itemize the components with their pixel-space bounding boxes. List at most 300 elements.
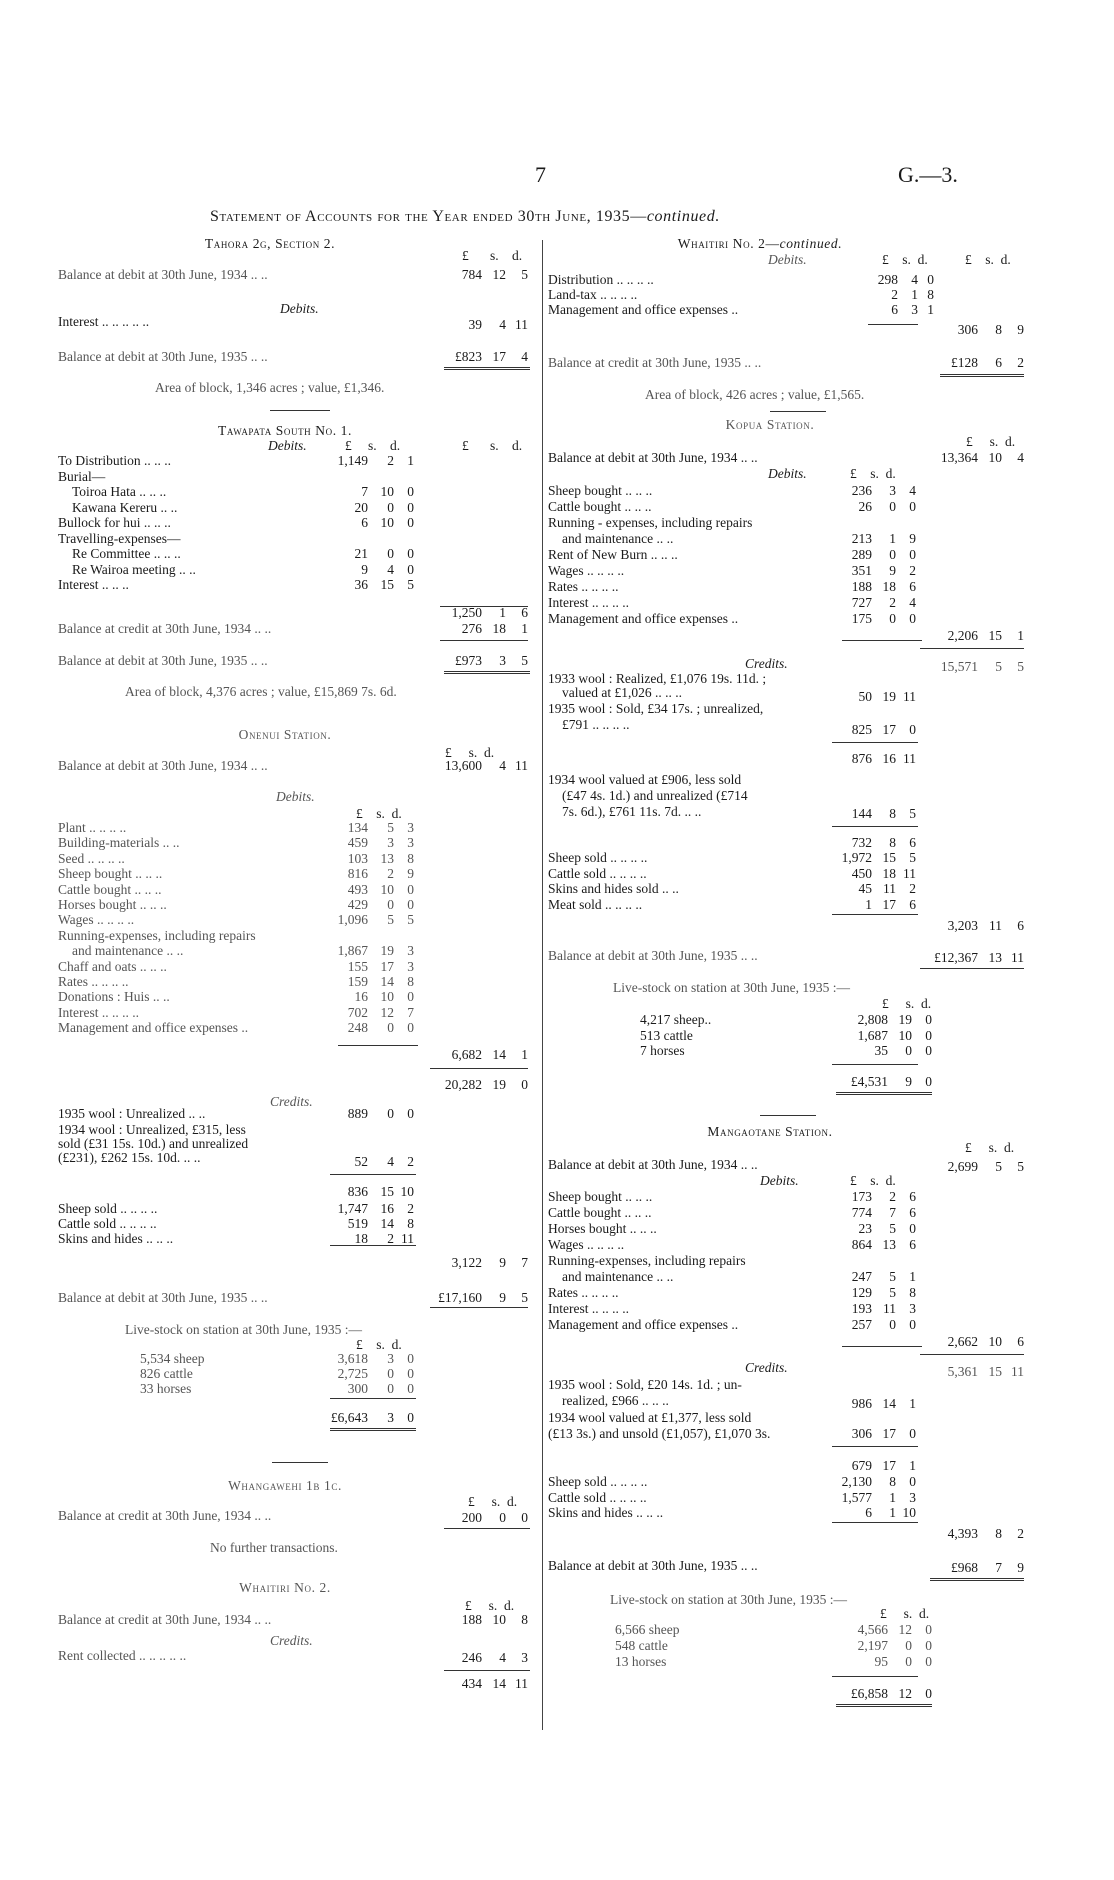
- debit-row-label: Rates .. .. .. ..: [58, 974, 129, 989]
- amount-pence: 6: [521, 605, 528, 620]
- currency-header: £ s. d.: [356, 806, 402, 821]
- amount-pounds: 20,282: [444, 1077, 482, 1092]
- sales-row-label: Skins and hides sold .. ..: [548, 881, 679, 896]
- amount-pounds: 257: [851, 1317, 872, 1332]
- amount-pounds: 39: [468, 317, 482, 332]
- currency-header: £ s. d.: [850, 1173, 896, 1188]
- credit-line: realized, £966 .. .. ..: [562, 1393, 669, 1408]
- amount-shillings: 2: [387, 1231, 394, 1246]
- debit-row-label: Distribution .. .. .. ..: [548, 272, 654, 287]
- debit-row-label: Sheep bought .. .. ..: [58, 866, 163, 882]
- amount-pence: 1: [927, 302, 934, 317]
- amount-pence: 11: [515, 1676, 528, 1691]
- credit-line: 7s. 6d.), £761 11s. 7d. .. ..: [562, 804, 702, 819]
- rule: [832, 1446, 918, 1447]
- amount-shillings: 1: [889, 531, 896, 546]
- rule: [330, 1245, 416, 1246]
- amount-pounds: 20: [354, 499, 368, 515]
- rule: [832, 1522, 918, 1523]
- amount-pence: 5: [909, 806, 916, 821]
- amount-pence: 8: [521, 1612, 528, 1627]
- amount-pounds: £823: [455, 349, 482, 364]
- amount-pounds: 6: [361, 515, 368, 530]
- amount-pounds: 6: [865, 1505, 872, 1520]
- amount-pounds: 21: [354, 546, 368, 561]
- credit-balance-label: Balance at credit at 30th June, 1934 .. ..: [58, 1508, 272, 1523]
- amount-shillings: 0: [889, 611, 896, 626]
- amount-shillings: 5: [889, 1285, 896, 1300]
- currency-header: £ s. d.: [965, 1140, 1015, 1155]
- credit-balance-label: Balance at credit at 30th June, 1934 .. ..: [58, 621, 272, 636]
- credit-line: £791 .. .. .. ..: [562, 717, 630, 732]
- amount-pounds: 2,699: [947, 1159, 978, 1174]
- livestock-heading: Live-stock on station at 30th June, 1935 :—: [125, 1322, 362, 1337]
- debit-row-label: Interest .. .. .. ..: [58, 1004, 139, 1020]
- amount-pounds: 864: [851, 1237, 872, 1252]
- debit-row-label: Kawana Kereru .. ..: [72, 499, 178, 515]
- amount-pounds: 23: [858, 1221, 872, 1236]
- amount-pence: 5: [521, 1290, 528, 1305]
- rule: [444, 1528, 530, 1529]
- amount-pence: 2: [1017, 355, 1024, 370]
- amount-shillings: 18: [882, 865, 896, 881]
- amount-pence: 8: [407, 1216, 414, 1231]
- debit-row-label: Travelling-expenses—: [58, 530, 181, 546]
- amount-pence: 0: [925, 1027, 932, 1043]
- closing-balance-label: Balance at debit at 30th June, 1935 .. ..: [58, 349, 268, 364]
- amount-pence: 6: [909, 896, 916, 912]
- amount-pence: 2: [407, 1201, 414, 1216]
- debit-row-label: Toiroa Hata .. .. ..: [72, 484, 167, 499]
- amount-pence: 0: [909, 499, 916, 514]
- amount-pence: 1: [909, 1458, 916, 1473]
- amount-pence: 10: [902, 1505, 916, 1520]
- currency-header: £ s. d.: [882, 252, 928, 267]
- amount-pounds: 35: [874, 1043, 888, 1058]
- debit-row-label: Seed .. .. .. ..: [58, 850, 125, 866]
- amount-pounds: 732: [851, 835, 872, 850]
- amount-pounds: 173: [851, 1189, 872, 1204]
- amount-pounds: 18: [354, 1231, 368, 1246]
- amount-pence: 4: [909, 483, 916, 498]
- amount-shillings: 19: [492, 1077, 506, 1092]
- amount-pence: 0: [909, 722, 916, 737]
- amount-shillings: 10: [898, 1027, 912, 1043]
- amount-pence: 0: [925, 1012, 932, 1027]
- amount-shillings: 19: [380, 943, 394, 959]
- rule: [832, 1676, 918, 1677]
- debit-row-label: Cattle bought .. .. ..: [548, 1205, 652, 1220]
- amount-pence: 0: [407, 989, 414, 1005]
- amount-pence: 3: [407, 820, 414, 835]
- amount-shillings: 6: [995, 355, 1002, 370]
- amount-pence: 2: [909, 881, 916, 896]
- amount-pounds: £128: [951, 355, 978, 370]
- debits-heading: Debits.: [280, 301, 319, 316]
- amount-pence: 5: [521, 267, 528, 282]
- amount-pounds: 15,571: [940, 659, 978, 674]
- amount-shillings: 5: [995, 1159, 1002, 1174]
- amount-shillings: 11: [883, 1301, 896, 1316]
- credit-line: 1933 wool : Realized, £1,076 19s. 11d. ;: [548, 671, 767, 686]
- amount-shillings: 0: [387, 546, 394, 561]
- amount-shillings: 2: [387, 866, 394, 882]
- amount-pounds: 2,197: [857, 1638, 888, 1653]
- amount-pence: 3: [909, 1301, 916, 1316]
- credit-line: 1935 wool : Sold, £34 17s. ; unrealized,: [548, 701, 764, 716]
- amount-pounds: 129: [851, 1285, 872, 1300]
- amount-pence: 0: [927, 272, 934, 287]
- amount-pence: 0: [407, 1351, 414, 1366]
- amount-shillings: 1: [889, 1489, 896, 1505]
- amount-shillings: 17: [882, 722, 896, 737]
- section-title: Kopua Station.: [725, 417, 815, 432]
- amount-pence: 0: [925, 1074, 932, 1089]
- subtotal-rule: [338, 1045, 418, 1046]
- amount-pounds: 155: [347, 958, 368, 974]
- column-divider: [542, 240, 543, 1730]
- document-reference: G.—3.: [898, 162, 958, 187]
- amount-shillings: 0: [889, 1317, 896, 1332]
- amount-pounds: 429: [347, 897, 368, 912]
- sales-row-label: Sheep sold .. .. .. ..: [548, 1474, 648, 1489]
- debit-row-label: Rent of New Burn .. .. ..: [548, 547, 678, 562]
- amount-shillings: 11: [883, 881, 896, 896]
- section-title-main: Whaitiri No. 2—: [677, 236, 780, 251]
- amount-pence: 0: [407, 515, 414, 530]
- rule: [430, 1307, 528, 1308]
- rule: [330, 1174, 416, 1175]
- amount-shillings: 4: [387, 561, 394, 577]
- interest-label: Interest .. .. .. .. ..: [58, 314, 150, 329]
- subtotal-rule: [842, 640, 922, 641]
- debit-row-label: and maintenance .. ..: [562, 1269, 674, 1284]
- livestock-row-label: 513 cattle: [640, 1027, 693, 1043]
- credit-line: 1934 wool valued at £1,377, less sold: [548, 1410, 752, 1425]
- amount-shillings: 3: [387, 1410, 394, 1425]
- amount-shillings: 11: [989, 918, 1002, 933]
- amount-pounds: 246: [461, 1650, 482, 1665]
- amount-shillings: 10: [492, 1612, 506, 1627]
- debit-row-label: Running-expenses, including repairs: [58, 927, 256, 943]
- amount-pounds: 103: [347, 850, 368, 866]
- subtotal-rule: [868, 324, 918, 325]
- section-title: Whaitiri No. 2.: [239, 1580, 331, 1595]
- currency-header: £: [462, 438, 469, 453]
- debits-heading: Debits.: [768, 466, 807, 481]
- amount-shillings: 17: [882, 896, 896, 912]
- closing-balance-label: Balance at credit at 30th June, 1935 .. ..: [548, 355, 762, 370]
- rule: [920, 968, 1024, 969]
- debit-row-label: Interest .. .. ..: [58, 577, 129, 592]
- amount-pounds: 26: [858, 499, 872, 514]
- amount-shillings: 19: [882, 689, 896, 704]
- amount-pounds: 519: [347, 1216, 368, 1231]
- amount-pence: 11: [903, 865, 916, 881]
- amount-shillings: 4: [499, 1650, 506, 1665]
- debit-row-label: and maintenance .. ..: [72, 943, 184, 959]
- amount-shillings: 1: [889, 1505, 896, 1520]
- amount-shillings: 3: [911, 302, 918, 317]
- amount-shillings: 0: [889, 499, 896, 514]
- amount-pence: 9: [1017, 322, 1024, 337]
- amount-pence: 11: [903, 751, 916, 766]
- amount-pounds: 3,618: [337, 1351, 368, 1366]
- amount-shillings: 7: [995, 1560, 1002, 1575]
- currency-header: £ s. d.: [468, 1494, 518, 1509]
- amount-pounds: 1,747: [337, 1201, 368, 1216]
- debit-row-label: Donations : Huis .. ..: [58, 989, 170, 1005]
- debit-row-label: Horses bought .. .. ..: [548, 1221, 657, 1236]
- amount-pounds: 1,687: [857, 1027, 888, 1043]
- amount-shillings: 1: [499, 605, 506, 620]
- currency-header: £ s. d.: [356, 1337, 402, 1352]
- amount-shillings: 14: [492, 1047, 506, 1062]
- amount-shillings: 9: [905, 1074, 912, 1089]
- amount-pence: 2: [1017, 1526, 1024, 1541]
- amount-shillings: 14: [380, 1216, 394, 1231]
- amount-shillings: 12: [380, 1004, 394, 1020]
- amount-pence: 4: [1017, 450, 1024, 465]
- amount-pounds: 16: [354, 989, 368, 1005]
- debit-row-label: Wages .. .. .. ..: [548, 563, 625, 578]
- amount-pounds: 784: [461, 267, 482, 282]
- amount-shillings: 0: [905, 1043, 912, 1058]
- amount-shillings: 15: [380, 577, 394, 592]
- debit-row-label: Land-tax .. .. .. ..: [548, 287, 638, 302]
- amount-pounds: 276: [461, 621, 482, 636]
- currency-header: £ s. d.: [465, 1598, 515, 1613]
- amount-pence: 0: [521, 1077, 528, 1092]
- credit-line: (£47 4s. 1d.) and unrealized (£714: [562, 788, 748, 803]
- debit-row-label: Running-expenses, including repairs: [548, 1253, 746, 1268]
- statement-title: [210, 208, 720, 226]
- amount-shillings: 13: [988, 950, 1002, 965]
- amount-shillings: 4: [499, 317, 506, 332]
- amount-shillings: 12: [898, 1622, 912, 1637]
- amount-shillings: 5: [387, 820, 394, 835]
- amount-pounds: £4,531: [850, 1074, 888, 1089]
- opening-balance-label: Balance at debit at 30th June, 1934 .. ..: [548, 1157, 758, 1172]
- sales-row-label: Skins and hides .. .. ..: [548, 1505, 664, 1520]
- amount-shillings: 0: [387, 499, 394, 515]
- credits-heading: Credits.: [270, 1633, 313, 1648]
- currency-header: s.: [490, 438, 499, 453]
- amount-shillings: 12: [898, 1686, 912, 1701]
- amount-pence: 1: [909, 1269, 916, 1284]
- currency-header-pence: d.: [512, 248, 523, 263]
- opening-balance-label: Balance at debit at 30th June, 1934 .. ..: [58, 267, 268, 282]
- double-rule: [930, 1578, 1024, 1581]
- rent-label: Rent collected .. .. .. .. ..: [58, 1648, 187, 1663]
- amount-pence: 6: [909, 1237, 916, 1252]
- credits-heading: Credits.: [745, 1360, 788, 1375]
- amount-shillings: 15: [380, 1184, 394, 1199]
- amount-pence: 5: [1017, 1159, 1024, 1174]
- amount-pounds: 2,130: [841, 1474, 872, 1489]
- debits-heading: Debits.: [768, 252, 807, 267]
- amount-pounds: 144: [851, 806, 872, 821]
- opening-balance-label: Balance at debit at 30th June, 1934 .. ..: [548, 450, 758, 465]
- amount-pounds: 3,203: [947, 918, 978, 933]
- amount-shillings: 17: [492, 349, 506, 364]
- rule: [430, 1068, 528, 1069]
- divider: [272, 1462, 328, 1463]
- amount-shillings: 10: [988, 450, 1002, 465]
- amount-pence: 9: [407, 866, 414, 882]
- amount-pounds: 188: [851, 579, 872, 594]
- area-note: Area of block, 1,346 acres ; value, £1,346.: [155, 380, 385, 395]
- amount-shillings: 8: [995, 1526, 1002, 1541]
- amount-pounds: 450: [851, 865, 872, 881]
- section-title-continued: continued.: [779, 236, 843, 251]
- section-title: Mangaotane Station.: [707, 1124, 833, 1139]
- sales-row-label: Cattle sold .. .. .. ..: [548, 865, 647, 881]
- section-title: Whangawehi 1b 1c.: [228, 1478, 342, 1493]
- amount-pounds: £17,160: [438, 1290, 482, 1305]
- amount-pence: 10: [400, 1184, 414, 1199]
- closing-balance-label: Balance at debit at 30th June, 1935 .. ..: [58, 1290, 268, 1305]
- livestock-row-label: 826 cattle: [140, 1366, 193, 1381]
- debit-row-label: Management and office expenses ..: [548, 1317, 739, 1332]
- debits-heading: Debits.: [276, 789, 315, 804]
- sales-row-label: Sheep sold .. .. .. ..: [58, 1201, 158, 1216]
- amount-shillings: 4: [387, 1154, 394, 1169]
- credits-heading: Credits.: [745, 656, 788, 671]
- amount-pence: 0: [407, 881, 414, 897]
- currency-header-pounds: £: [462, 248, 469, 263]
- amount-pounds: 300: [347, 1381, 368, 1396]
- amount-pence: 11: [903, 689, 916, 704]
- amount-pounds: 4,566: [857, 1622, 888, 1637]
- amount-shillings: 0: [387, 1366, 394, 1381]
- section-title: Tahora 2g, Section 2.: [204, 236, 336, 251]
- amount-pounds: 679: [851, 1458, 872, 1473]
- debit-row-label: Re Wairoa meeting .. ..: [72, 561, 196, 577]
- amount-pence: 0: [407, 897, 414, 912]
- debit-row-label: Plant .. .. .. ..: [58, 820, 127, 835]
- amount-pounds: £968: [951, 1560, 978, 1575]
- amount-pounds: 4,393: [947, 1526, 978, 1541]
- rule: [920, 648, 1024, 649]
- amount-pence: 0: [909, 611, 916, 626]
- amount-shillings: 3: [499, 653, 506, 668]
- amount-shillings: 2: [387, 453, 394, 468]
- amount-pounds: 1: [865, 896, 872, 912]
- amount-pounds: 6,682: [451, 1047, 482, 1062]
- amount-pounds: 236: [851, 483, 872, 498]
- amount-shillings: 10: [380, 881, 394, 897]
- amount-pence: 1: [521, 1047, 528, 1062]
- amount-shillings: 15: [988, 1364, 1002, 1379]
- divider: [270, 410, 330, 411]
- amount-shillings: 9: [499, 1290, 506, 1305]
- amount-pence: 5: [521, 653, 528, 668]
- amount-pence: 0: [925, 1638, 932, 1653]
- amount-shillings: 0: [387, 1106, 394, 1121]
- credit-line: (£231), £262 15s. 10d. .. ..: [58, 1150, 201, 1165]
- amount-pence: 0: [909, 1474, 916, 1489]
- sales-row-label: Sheep sold .. .. .. ..: [548, 850, 648, 865]
- amount-shillings: 2: [889, 1189, 896, 1204]
- currency-header: d.: [512, 438, 523, 453]
- currency-header: s.: [368, 438, 377, 453]
- amount-pence: 0: [407, 546, 414, 561]
- amount-pence: 1: [407, 453, 414, 468]
- currency-header: £ s. d.: [880, 1606, 930, 1621]
- statement-title-continued: continued.: [646, 208, 720, 225]
- amount-shillings: 5: [995, 659, 1002, 674]
- amount-pounds: 825: [851, 722, 872, 737]
- amount-pounds: 188: [461, 1612, 482, 1627]
- amount-shillings: 4: [499, 758, 506, 773]
- amount-pounds: 493: [347, 881, 368, 897]
- amount-shillings: 5: [889, 1269, 896, 1284]
- credit-line: 1934 wool valued at £906, less sold: [548, 772, 742, 787]
- amount-pence: 5: [909, 850, 916, 865]
- debit-row-label: Re Committee .. .. ..: [72, 546, 181, 561]
- amount-shillings: 15: [882, 850, 896, 865]
- amount-shillings: 14: [492, 1676, 506, 1691]
- debit-row-label: Wages .. .. .. ..: [58, 912, 135, 928]
- amount-pence: 0: [925, 1686, 932, 1701]
- credit-balance-label: Balance at credit at 30th June, 1934 .. ..: [58, 1612, 272, 1627]
- currency-header: £ s. d.: [445, 745, 495, 760]
- livestock-row-label: 5,534 sheep: [140, 1351, 205, 1366]
- rule: [832, 742, 918, 743]
- amount-pounds: 298: [877, 272, 898, 287]
- amount-pence: 6: [909, 579, 916, 594]
- amount-pence: 0: [407, 1106, 414, 1121]
- opening-balance-label: Balance at debit at 30th June, 1934 .. ..: [58, 758, 268, 773]
- debits-heading: Debits.: [268, 438, 307, 453]
- amount-shillings: 0: [387, 897, 394, 912]
- amount-pence: 11: [1011, 950, 1024, 965]
- amount-pounds: 95: [874, 1654, 888, 1669]
- amount-pounds: 2,662: [947, 1334, 978, 1349]
- amount-pounds: 289: [851, 547, 872, 562]
- amount-shillings: 10: [988, 1334, 1002, 1349]
- amount-pounds: 1,250: [451, 605, 482, 620]
- amount-pounds: 2,808: [857, 1012, 888, 1027]
- amount-pounds: 1,972: [841, 850, 872, 865]
- amount-shillings: 5: [387, 912, 394, 928]
- amount-pounds: 351: [851, 563, 872, 578]
- amount-pounds: 2,725: [337, 1366, 368, 1381]
- amount-pence: 9: [1017, 1560, 1024, 1575]
- currency-header: £ s. d.: [882, 996, 932, 1011]
- credit-line: sold (£31 15s. 10d.) and unrealized: [58, 1136, 249, 1151]
- amount-pence: 6: [1017, 1334, 1024, 1349]
- amount-shillings: 4: [911, 272, 918, 287]
- debit-row-label: Sheep bought .. .. ..: [548, 1189, 653, 1204]
- amount-shillings: 17: [882, 1426, 896, 1441]
- amount-pence: 4: [521, 349, 528, 364]
- amount-pence: 0: [407, 1410, 414, 1425]
- amount-pounds: 306: [851, 1426, 872, 1441]
- amount-pence: 11: [1011, 1364, 1024, 1379]
- amount-pence: 0: [407, 561, 414, 577]
- credit-line: 1935 wool : Unrealized .. ..: [58, 1106, 206, 1121]
- amount-shillings: 13: [380, 850, 394, 866]
- amount-pounds: 2: [891, 287, 898, 302]
- rule: [832, 826, 918, 827]
- debit-row-label: Sheep bought .. .. ..: [548, 483, 653, 498]
- debit-row-label: Management and office expenses ..: [548, 611, 739, 626]
- amount-pence: 8: [407, 850, 414, 866]
- amount-pence: 3: [407, 943, 414, 959]
- livestock-row-label: 7 horses: [640, 1043, 685, 1058]
